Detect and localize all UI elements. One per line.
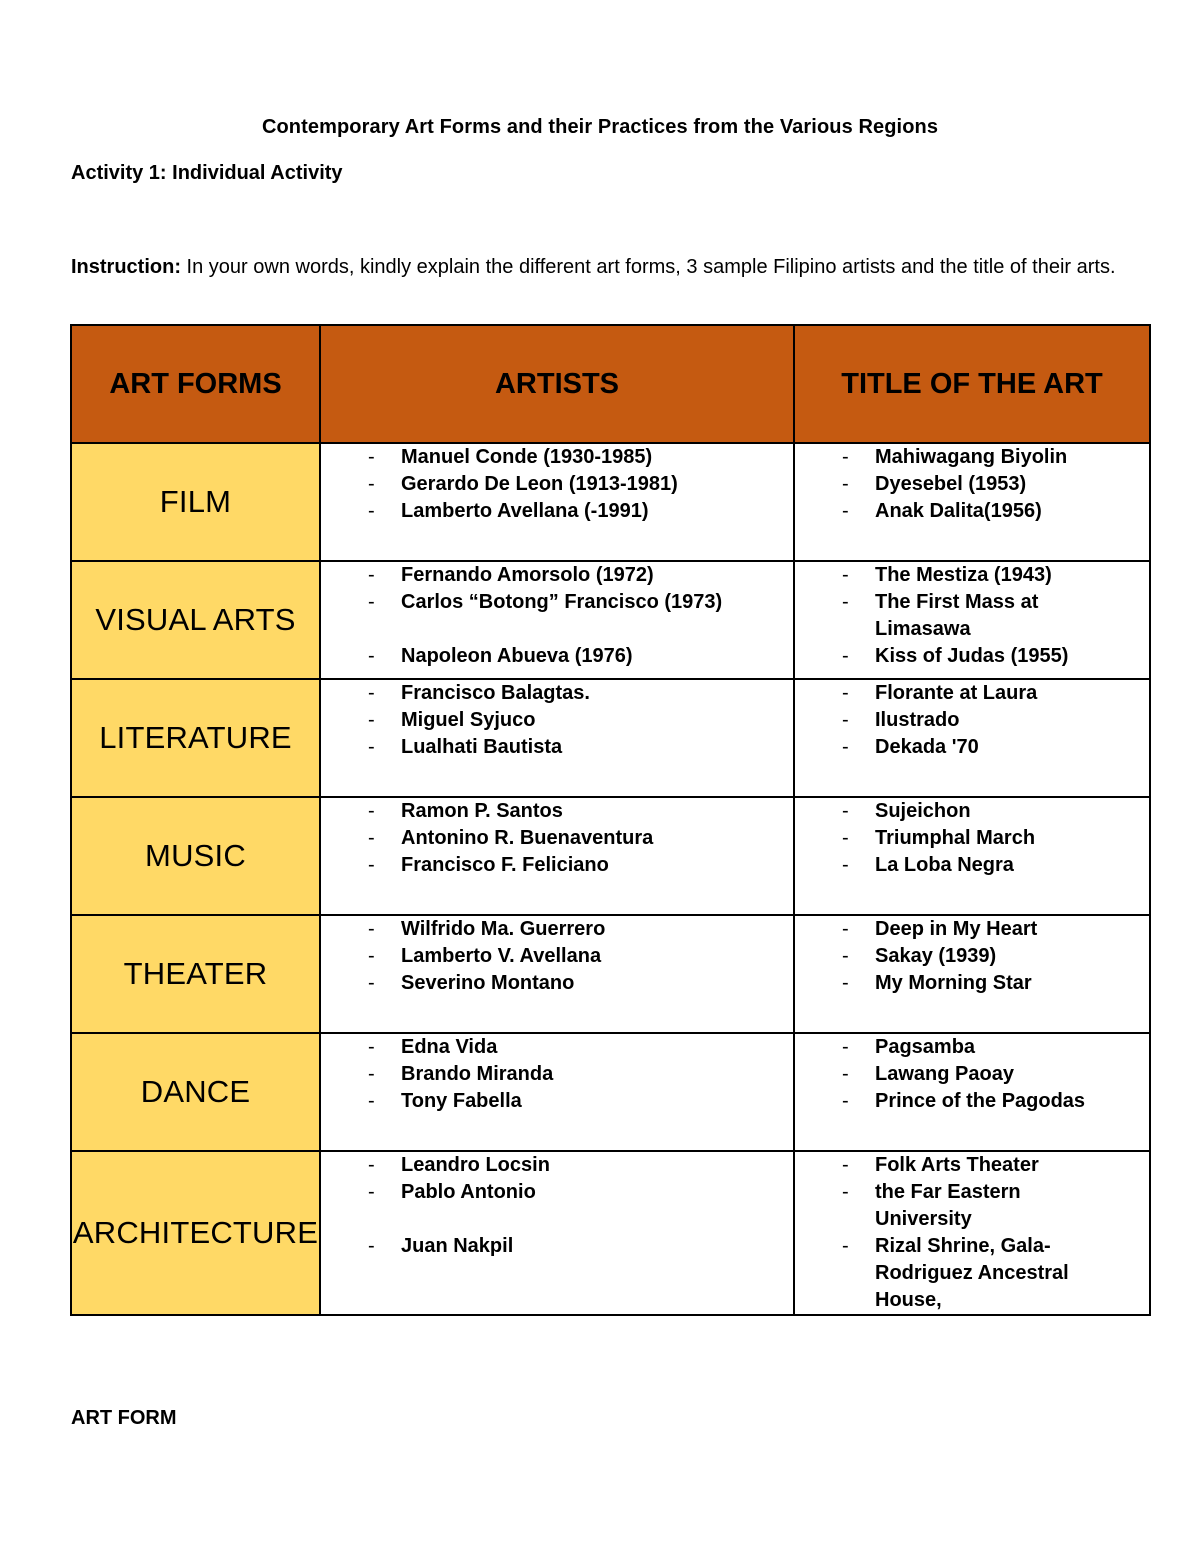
list-item: - Leandro Locsin xyxy=(321,1152,793,1179)
instruction-label: Instruction: xyxy=(71,256,181,278)
list-item: - Lualhati Bautista xyxy=(321,734,793,761)
table-row xyxy=(71,1033,1150,1151)
artists-list xyxy=(321,562,793,670)
artists-cell xyxy=(320,443,794,561)
list-item: - Ramon P. Santos xyxy=(321,798,793,825)
list-item: - Juan Nakpil xyxy=(321,1233,793,1260)
list-item: - Lamberto Avellana (-1991) xyxy=(321,498,793,525)
titles-cell xyxy=(794,1033,1150,1151)
titles-cell xyxy=(794,1151,1150,1315)
list-item: - Manuel Conde (1930-1985) xyxy=(321,444,793,471)
list-item: - Anak Dalita(1956) xyxy=(795,498,1149,525)
table-header-row xyxy=(71,325,1150,443)
list-item: - My Morning Star xyxy=(795,970,1149,997)
titles-list xyxy=(795,1034,1149,1115)
list-item: - Dekada '70 xyxy=(795,734,1149,761)
list-item: - Sakay (1939) xyxy=(795,943,1149,970)
titles-list xyxy=(795,916,1149,997)
artists-cell xyxy=(320,797,794,915)
list-item: - Pablo Antonio xyxy=(321,1179,793,1206)
art-form-cell: LITERATURE xyxy=(71,679,320,797)
document-title: Contemporary Art Forms and their Practices from the Various Regions xyxy=(261,116,939,138)
list-item: - Triumphal March xyxy=(795,825,1149,852)
table-row xyxy=(71,561,1150,679)
artists-cell xyxy=(320,561,794,679)
table-row xyxy=(71,679,1150,797)
header-artists: ARTISTS xyxy=(320,325,794,443)
list-item: - The Mestiza (1943) xyxy=(795,562,1149,589)
list-item: - Wilfrido Ma. Guerrero xyxy=(321,916,793,943)
art-form-cell: VISUAL ARTS xyxy=(71,561,320,679)
art-form-cell: THEATER xyxy=(71,915,320,1033)
list-item: - Deep in My Heart xyxy=(795,916,1149,943)
list-item: - Francisco Balagtas. xyxy=(321,680,793,707)
table-row xyxy=(71,915,1150,1033)
activity-heading: Activity 1: Individual Activity xyxy=(71,162,343,184)
table-row xyxy=(71,797,1150,915)
art-form-cell: ARCHITECTURE xyxy=(71,1151,320,1315)
list-item: - Gerardo De Leon (1913-1981) xyxy=(321,471,793,498)
list-item: - Miguel Syjuco xyxy=(321,707,793,734)
list-item: - Napoleon Abueva (1976) xyxy=(321,643,793,670)
list-item: - Antonino R. Buenaventura xyxy=(321,825,793,852)
artists-list xyxy=(321,1152,793,1260)
list-item: - Ilustrado xyxy=(795,707,1149,734)
list-item: - Mahiwagang Biyolin xyxy=(795,444,1149,471)
artists-list xyxy=(321,680,793,761)
list-item: - The First Mass at Limasawa xyxy=(795,589,1149,643)
titles-list xyxy=(795,680,1149,761)
titles-cell xyxy=(794,679,1150,797)
list-item: - Folk Arts Theater xyxy=(795,1152,1149,1179)
titles-list xyxy=(795,562,1149,670)
titles-cell xyxy=(794,797,1150,915)
list-item: - La Loba Negra xyxy=(795,852,1149,879)
art-form-cell: FILM xyxy=(71,443,320,561)
list-item: - Severino Montano xyxy=(321,970,793,997)
header-art-forms: ART FORMS xyxy=(71,325,320,443)
list-item: - Pagsamba xyxy=(795,1034,1149,1061)
artists-cell xyxy=(320,1151,794,1315)
titles-cell xyxy=(794,561,1150,679)
titles-list xyxy=(795,1152,1149,1314)
art-form-label: ART FORM xyxy=(71,1407,177,1429)
table-row xyxy=(71,443,1150,561)
list-item: - Sujeichon xyxy=(795,798,1149,825)
list-item: - Edna Vida xyxy=(321,1034,793,1061)
table-row xyxy=(71,1151,1150,1315)
list-item: - Francisco F. Feliciano xyxy=(321,852,793,879)
artists-cell xyxy=(320,1033,794,1151)
art-form-cell: DANCE xyxy=(71,1033,320,1151)
artists-list xyxy=(321,916,793,997)
titles-list xyxy=(795,444,1149,525)
titles-list xyxy=(795,798,1149,879)
list-item: - Prince of the Pagodas xyxy=(795,1088,1149,1115)
art-form-cell: MUSIC xyxy=(71,797,320,915)
list-item: - Fernando Amorsolo (1972) xyxy=(321,562,793,589)
list-item: - Kiss of Judas (1955) xyxy=(795,643,1149,670)
list-item: - Rizal Shrine, Gala-Rodriguez Ancestral House, xyxy=(795,1233,1149,1314)
list-item: - Tony Fabella xyxy=(321,1088,793,1115)
list-item: - Florante at Laura xyxy=(795,680,1149,707)
art-forms-table xyxy=(70,324,1151,1316)
list-item: - Carlos “Botong” Francisco (1973) xyxy=(321,589,793,616)
instruction-text: In your own words, kindly explain the different art forms, 3 sample Filipino artists and the title of their arts. xyxy=(181,256,1116,278)
instruction-paragraph xyxy=(71,252,1141,282)
list-item: - Brando Miranda xyxy=(321,1061,793,1088)
artists-list xyxy=(321,1034,793,1115)
artists-list xyxy=(321,444,793,525)
header-title-of-the-art: TITLE OF THE ART xyxy=(794,325,1150,443)
artists-list xyxy=(321,798,793,879)
list-item: - Lamberto V. Avellana xyxy=(321,943,793,970)
titles-cell xyxy=(794,443,1150,561)
list-item: - Dyesebel (1953) xyxy=(795,471,1149,498)
titles-cell xyxy=(794,915,1150,1033)
artists-cell xyxy=(320,915,794,1033)
list-item: - the Far Eastern University xyxy=(795,1179,1149,1233)
list-item: - Lawang Paoay xyxy=(795,1061,1149,1088)
artists-cell xyxy=(320,679,794,797)
